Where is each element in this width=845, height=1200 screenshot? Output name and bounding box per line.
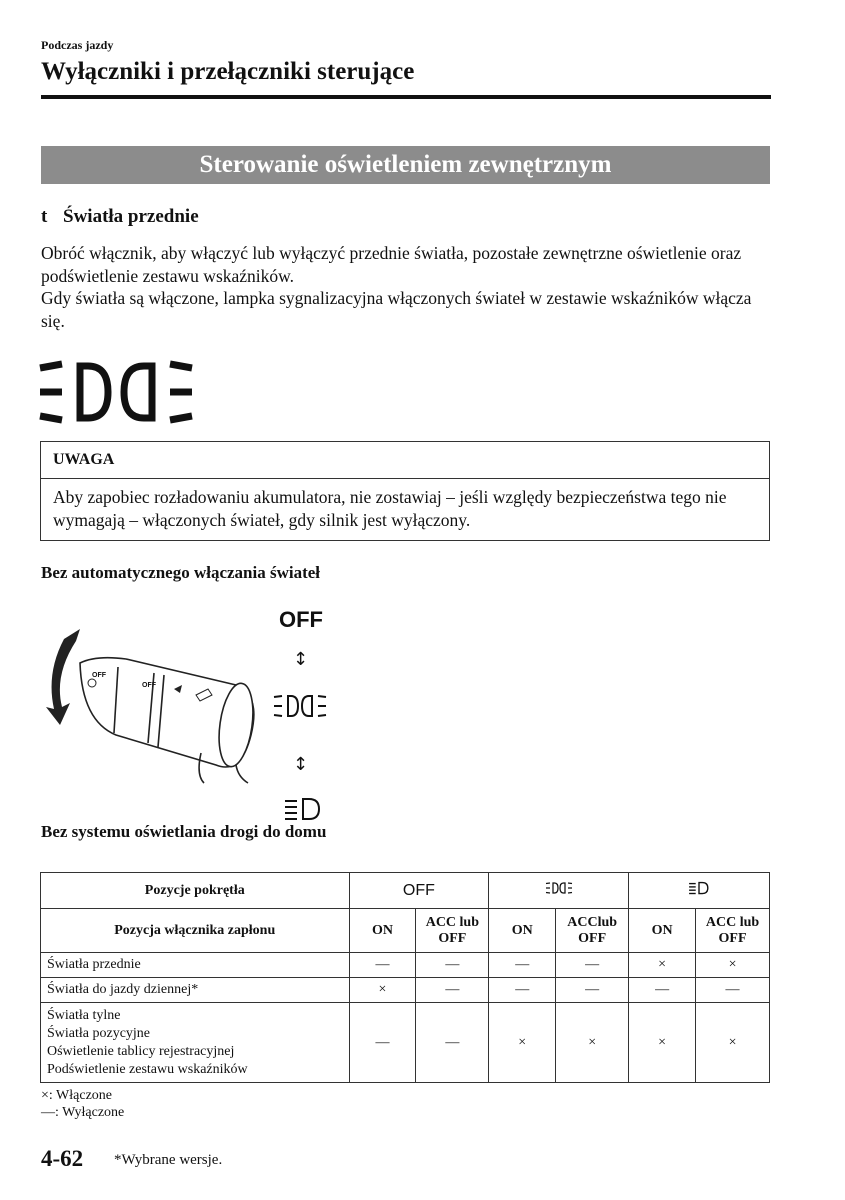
table-cell: — [349,953,416,978]
table-cell: × [629,1003,696,1083]
updown-arrow-icon: ↕ [293,649,309,670]
bullet-glyph: t [41,206,48,227]
table-cell: × [489,1003,556,1083]
table-cell: × [696,1003,770,1083]
ignition-on-header: ON [489,909,556,953]
table-cell: — [556,953,629,978]
caution-box [40,441,770,541]
caution-title: UWAGA [41,442,769,479]
knob-headlight-header [629,873,770,909]
lights-table [40,872,770,1083]
legend-off: —: Wyłączone [41,1105,125,1120]
table-cell: × [629,953,696,978]
table-cell: — [349,1003,416,1083]
subsection-title-1: Bez automatycznego włączania świateł [41,563,321,582]
subsection-title-2: Bez systemu oświetlania drogi do domu [41,822,327,841]
paragraph-1: Obróć włącznik, aby włączyć lub wyłączyć przednie światła, pozostałe zewnętrzne oświetlenie oraz podświetlenie zestawu wskaźników. [41,243,742,286]
ignition-acc-header: ACC lub OFF [416,909,489,953]
page-title: Wyłączniki i przełączniki sterujące [41,58,415,85]
paragraph-2: Gdy światła są włączone, lampka sygnalizacyjna włączonych świateł w zestawie wskaźników włącza się. [41,288,752,331]
light-switch-stalk-illustration [36,625,266,785]
section-banner: Sterowanie oświetleniem zewnętrznym [41,146,770,184]
headlight-icon [283,797,323,821]
footnote: *Wybrane wersje. [114,1152,223,1168]
table-cell: — [489,978,556,1003]
knob-parking-header [489,873,629,909]
knob-position-header: Pozycje pokrętła [41,873,350,909]
ignition-acc-header: ACC lub OFF [696,909,770,953]
row-label: Oświetlenie tablicy rejestracyjnej [47,1043,235,1059]
table-row [41,978,770,1003]
table-row [41,953,770,978]
table-cell: — [416,978,489,1003]
table-cell: × [349,978,416,1003]
parking-lights-icon [272,692,328,720]
parking-lights-icon [544,881,574,895]
row-label: Podświetlenie zestawu wskaźników [47,1061,248,1077]
table-row [41,873,770,909]
caution-text: Aby zapobiec rozładowaniu akumulatora, nie zostawiaj – jeśli względy bezpieczeństwa tego nie wymagają – włączonych świateł, gdy silnik jest wyłączony. [53,487,727,530]
switch-position-off: OFF [279,607,323,632]
parking-lights-icon [36,356,196,428]
stalk-off-label-1: OFF [92,672,106,679]
table-cell: — [696,978,770,1003]
row-label: Światła do jazdy dziennej* [41,978,350,1003]
knob-off-header: OFF [349,873,489,909]
table-cell: — [416,953,489,978]
sub-heading-text: Światła przednie [63,206,199,227]
page-number: 4-62 [41,1146,84,1171]
ignition-position-header: Pozycja włącznika zapłonu [41,909,350,953]
ignition-acc-header: ACClub OFF [556,909,629,953]
legend-on: ×: Włączone [41,1088,112,1103]
stalk-off-label-2: OFF [142,682,156,689]
table-row [41,1003,770,1083]
row-label: Światła pozycyjne [47,1025,151,1041]
ignition-on-header: ON [629,909,696,953]
row-label-group [41,1003,350,1083]
table-cell: — [556,978,629,1003]
updown-arrow-icon: ↕ [293,754,309,775]
table-row [41,909,770,953]
table-cell: × [696,953,770,978]
sub-heading [41,206,199,228]
table-cell: — [629,978,696,1003]
title-divider [41,95,771,99]
table-cell: — [489,953,556,978]
ignition-on-header: ON [349,909,416,953]
section-label: Podczas jazdy [41,38,114,52]
table-cell: — [416,1003,489,1083]
headlight-icon [688,881,710,895]
row-label: Światła przednie [41,953,350,978]
row-label: Światła tylne [47,1007,121,1023]
table-cell: × [556,1003,629,1083]
